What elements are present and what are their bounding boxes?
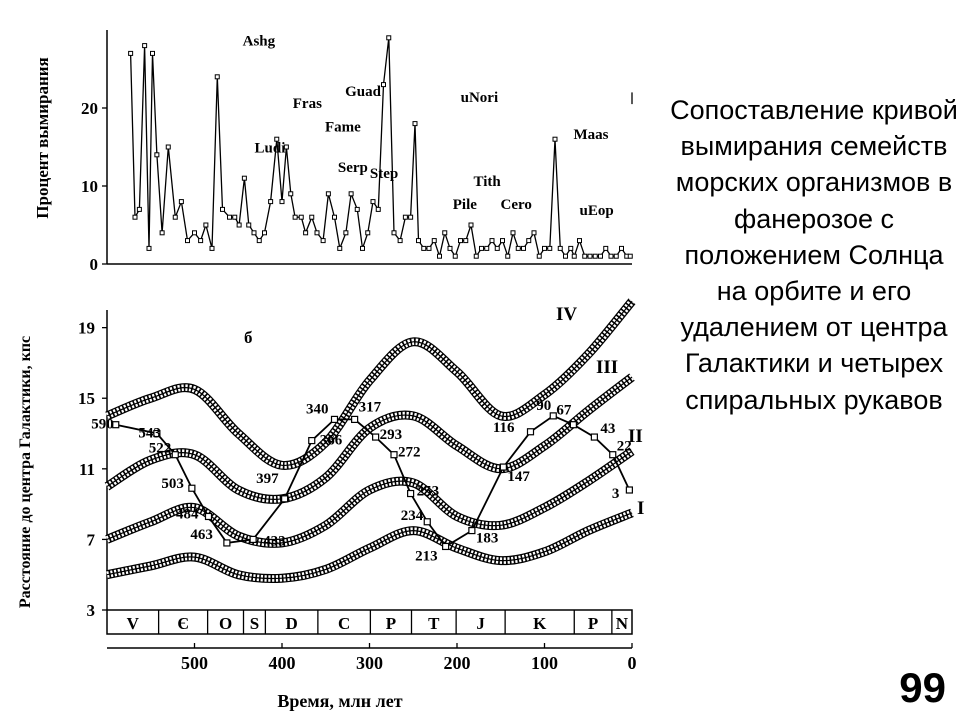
extinction-point [387,36,391,40]
extinction-point [257,239,261,243]
extinction-point [403,215,407,219]
extinction-point [326,192,330,196]
extinction-point [398,239,402,243]
sun-track-point [206,513,212,519]
period-label: D [285,614,298,633]
arm-label: IV [556,304,578,325]
extinction-point [361,246,365,250]
slide-number: 99 [899,664,946,711]
stage-label: Ashg [242,33,276,50]
slide-caption: Сопоставление кривой вымирания семейств морских организмов в фанерозое с положением Солнца на орбите и его удалением от центра Галактики и четырех спиральных рукавов [670,95,958,415]
bottom-xtick-label: 300 [356,653,383,673]
extinction-point [417,239,421,243]
top-ytick-label: 0 [89,255,98,274]
sun-track-point [610,452,616,458]
extinction-point [583,254,587,258]
sun-track-point [570,422,576,428]
extinction-point [392,231,396,235]
stage-label: Guad [345,84,381,101]
extinction-point [506,254,510,258]
age-label: 253 [416,483,440,500]
age-label: 463 [190,526,213,543]
extinction-point [532,231,536,235]
extinction-point [263,231,267,235]
sun-track-point [408,491,414,497]
age-label: 317 [358,399,382,416]
age-label: 234 [400,507,424,524]
bottom-xtick-label: 400 [268,653,296,673]
arm-label: II [628,426,643,447]
age-label: 67 [556,402,572,419]
extinction-point [485,246,489,250]
age-label: 397 [256,470,279,487]
extinction-point [453,254,457,258]
extinction-point [321,239,325,243]
extinction-point [558,246,562,250]
arm-curve-texture [107,377,632,499]
sun-track-point [332,416,338,422]
extinction-point [609,254,613,258]
extinction-point [304,231,308,235]
extinction-point [564,254,568,258]
period-label: O [218,614,233,633]
extinction-point [299,215,303,219]
extinction-point [193,231,197,235]
age-label: 116 [492,419,515,436]
period-label: K [533,614,547,633]
extinction-point [604,246,608,250]
age-label: 272 [398,444,421,461]
extinction-point [511,231,515,235]
extinction-point [233,215,237,219]
extinction-point [199,239,203,243]
sun-track-point [309,438,315,444]
sun-track-point [443,543,449,549]
stage-label: uNori [460,90,499,106]
sun-track-point [500,464,506,470]
extinction-point [355,207,359,211]
panel-label: б [244,328,253,347]
sun-track-point [250,536,256,542]
extinction-point [495,246,499,250]
extinction-point [553,137,557,141]
extinction-point [588,254,592,258]
period-label: S [249,614,260,633]
stage-label: Cero [500,197,532,214]
extinction-point [537,254,541,258]
stage-label: Serp [337,160,368,177]
age-label: 543 [138,425,161,442]
sun-track-point [282,496,288,502]
arm-label: I [637,498,645,519]
stage-label: Pile [452,197,477,214]
extinction-point [409,215,413,219]
extinction-point [204,223,208,227]
extinction-point [376,207,380,211]
extinction-point [173,215,177,219]
sun-track-point [424,519,430,525]
extinction-point [349,192,353,196]
bottom-ytick-label: 3 [86,601,95,620]
extinction-point [382,83,386,87]
extinction-point [179,200,183,204]
age-label: 213 [415,548,438,565]
extinction-point [210,246,214,250]
extinction-point [143,44,147,48]
top-ylabel: Процент вымирания [33,57,52,219]
extinction-point [448,246,452,250]
extinction-point [474,254,478,258]
extinction-point [289,192,293,196]
age-label: 503 [161,476,184,493]
extinction-point [252,231,256,235]
period-label: Є [177,614,189,633]
extinction-point [333,215,337,219]
bottom-xlabel: Время, млн лет [277,691,403,711]
extinction-point [221,207,225,211]
extinction-point [480,246,484,250]
sun-track-point [172,452,178,458]
age-label: 522 [148,440,172,457]
age-label: 293 [379,427,403,444]
stage-label: Step [369,166,399,182]
extinction-point [147,246,151,250]
age-label: 590 [91,416,114,433]
extinction-point [614,254,618,258]
age-label: 43 [600,421,616,438]
sun-track-point [528,429,534,435]
bottom-ytick-label: 7 [86,530,95,550]
extinction-point [310,215,314,219]
top-ytick-label: 20 [81,99,98,118]
extinction-point [166,145,170,149]
age-label: 183 [475,530,499,547]
period-label: N [615,614,629,633]
stage-label: Ludi [254,140,286,157]
extinction-point [137,207,141,211]
arm-curve-outer [107,451,632,543]
age-label: 484 [176,506,199,523]
extinction-point [620,246,624,250]
period-label: V [126,614,139,633]
stage-label: Maas [573,127,609,144]
extinction-point [155,153,159,157]
extinction-point [338,246,342,250]
extinction-point [151,51,155,55]
extinction-point [366,231,370,235]
bottom-ytick-label: 19 [78,318,95,338]
sun-track-point [352,416,358,422]
sun-track-point [469,528,475,534]
extinction-point [413,122,417,126]
extinction-point [593,254,597,258]
age-label: 22 [616,438,632,455]
extinction-point [215,75,219,79]
extinction-point [344,231,348,235]
arm-curve-texture [107,451,632,543]
extinction-point [160,231,164,235]
stage-label: uEop [579,203,614,219]
extinction-point [269,200,273,204]
period-label: J [476,614,485,633]
extinction-chart [81,30,632,274]
galactic-distance-chart [78,301,644,673]
extinction-point [501,239,505,243]
extinction-point [516,246,520,250]
extinction-point [427,246,431,250]
sun-track-point [224,540,230,546]
age-label: 3 [611,486,620,502]
extinction-point [543,246,547,250]
bottom-ytick-label: 11 [78,459,95,479]
arm-label: III [596,357,619,378]
extinction-point [572,254,576,258]
stage-label: Fras [292,95,322,112]
stage-label: Tith [473,173,501,190]
extinction-point [315,231,319,235]
extinction-point [443,231,447,235]
period-label: P [587,614,599,633]
extinction-point [371,200,375,204]
extinction-point [228,215,232,219]
extinction-point [522,246,526,250]
bottom-xtick-label: 0 [627,653,637,673]
extinction-point [527,239,531,243]
extinction-point [422,246,426,250]
extinction-point [293,215,297,219]
extinction-point [280,200,284,204]
bottom-xtick-label: 500 [181,653,208,673]
sun-track-point [626,487,632,493]
age-label: 90 [536,397,552,414]
stage-label: Fame [325,119,361,136]
age-label: 366 [319,432,343,449]
extinction-point [599,254,603,258]
period-label: T [428,614,440,633]
extinction-point [464,239,468,243]
top-ytick-label: 10 [81,177,98,196]
extinction-point [133,215,137,219]
age-label: 433 [263,533,286,550]
sun-track-point [373,434,379,440]
extinction-point [548,246,552,250]
period-label: C [337,614,351,633]
extinction-point [469,223,473,227]
sun-track-point [591,434,597,440]
extinction-point [242,176,246,180]
bottom-xtick-label: 200 [443,653,471,673]
extinction-point [578,239,582,243]
extinction-point [247,223,251,227]
extinction-point [569,246,573,250]
arm-curve-center [107,451,632,543]
extinction-point [459,239,463,243]
extinction-point [438,254,442,258]
period-label: P [385,614,397,633]
extinction-point [628,254,632,258]
age-label: 147 [507,469,530,486]
extinction-point [186,239,190,243]
extinction-point [490,239,494,243]
bottom-ytick-label: 15 [78,389,95,409]
extinction-point [432,239,436,243]
sun-track-point [391,452,397,458]
extinction-point [129,51,133,55]
sun-track-point [189,485,195,491]
age-label: 340 [306,401,329,418]
bottom-xtick-label: 100 [531,653,558,673]
bottom-ylabel: Расстояние до центра Галактики, кпс [17,335,34,609]
extinction-point [237,223,241,227]
